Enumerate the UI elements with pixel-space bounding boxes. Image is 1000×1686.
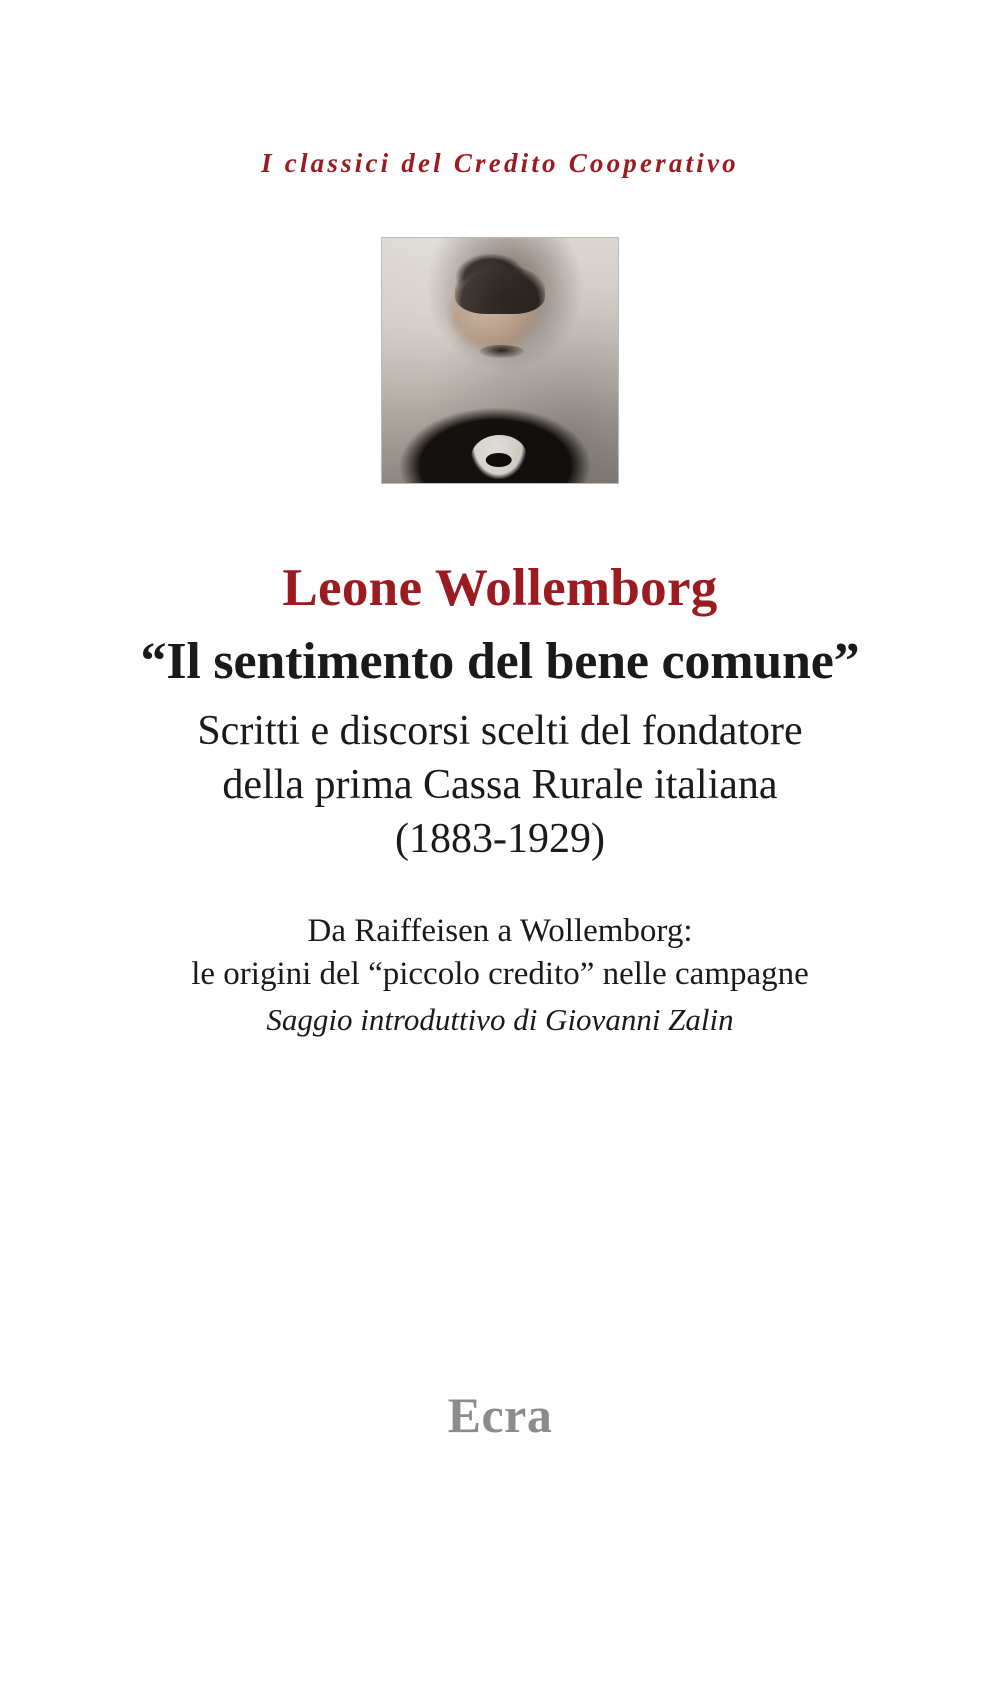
portrait-photo-icon <box>382 238 618 483</box>
portrait-collar <box>470 434 528 481</box>
essay-credit: Saggio introduttivo di Giovanni Zalin <box>266 1002 734 1038</box>
series-label: I classici del Credito Cooperativo <box>261 148 739 178</box>
page-title: “Il sentimento del bene comune” <box>140 633 860 690</box>
portrait-mustache <box>479 345 524 358</box>
subtitle-line-2: della prima Cassa Rurale italiana <box>222 761 778 808</box>
essay-line-1: Da Raiffeisen a Wollemborg: <box>307 913 693 950</box>
subtitle-line-3: (1883-1929) <box>395 815 605 862</box>
essay-block <box>191 910 809 1040</box>
subtitle <box>197 705 802 866</box>
portrait-bowtie <box>486 453 512 467</box>
publisher-logo: Ecra <box>447 1387 553 1443</box>
subtitle-line-1: Scritti e discorsi scelti del fondatore <box>197 708 803 754</box>
portrait-hair <box>455 265 545 314</box>
essay-line-2: le origini del “piccolo credito” nelle campagne <box>191 956 809 993</box>
author-name: Leone Wollemborg <box>282 559 718 617</box>
portrait-frame <box>381 237 619 484</box>
